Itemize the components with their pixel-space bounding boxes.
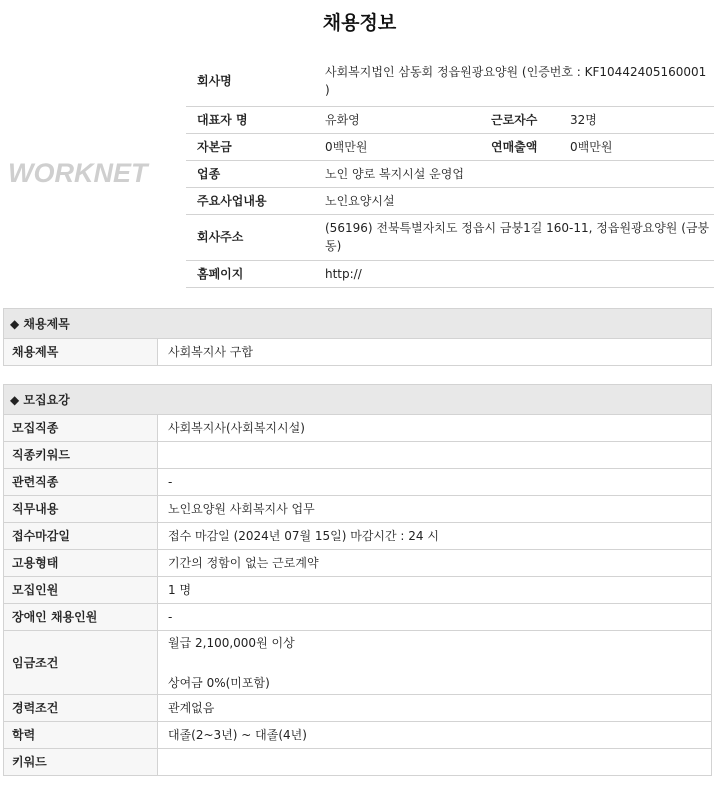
table-row xyxy=(4,577,712,604)
company-row-industry xyxy=(186,160,714,187)
company-row-capital xyxy=(186,133,714,160)
table-row xyxy=(4,550,712,577)
table-row xyxy=(4,496,712,523)
table-row xyxy=(4,339,712,366)
section-header xyxy=(4,309,712,339)
education-value: 대졸(2~3년) ~ 대졸(4년) xyxy=(158,722,712,749)
business-value: 노인요양시설 xyxy=(314,187,714,214)
disabled-hire-label: 장애인 채용인원 xyxy=(4,604,158,631)
job-duty-value: 노인요양원 사회복지사 업무 xyxy=(158,496,712,523)
table-row xyxy=(4,523,712,550)
occupation-keyword-label: 직종키워드 xyxy=(4,442,158,469)
bonus-value: 상여금 0%(미포함) xyxy=(168,675,270,690)
business-label: 주요사업내용 xyxy=(186,187,314,214)
revenue-value: 0백만원 xyxy=(559,133,714,160)
employees-value: 32명 xyxy=(559,106,714,133)
recruit-section xyxy=(3,384,712,776)
table-row xyxy=(4,442,712,469)
headcount-value: 1 명 xyxy=(158,577,712,604)
company-row-name xyxy=(186,56,714,106)
table-row xyxy=(4,631,712,695)
job-title-section-header: ◆ 채용제목 xyxy=(4,309,712,339)
table-row xyxy=(4,749,712,776)
experience-label: 경력조건 xyxy=(4,695,158,722)
job-duty-label: 직무내용 xyxy=(4,496,158,523)
capital-label: 자본금 xyxy=(186,133,314,160)
related-occupation-label: 관련직종 xyxy=(4,469,158,496)
wage-value-cell xyxy=(158,631,712,695)
job-title-value: 사회복지사 구합 xyxy=(158,339,712,366)
industry-label: 업종 xyxy=(186,160,314,187)
company-row-business xyxy=(186,187,714,214)
table-row xyxy=(4,695,712,722)
experience-value: 관계없음 xyxy=(158,695,712,722)
capital-value: 0백만원 xyxy=(314,133,481,160)
occupation-label: 모집직종 xyxy=(4,415,158,442)
education-label: 학력 xyxy=(4,722,158,749)
occupation-keyword-value xyxy=(158,442,712,469)
company-row-homepage xyxy=(186,260,714,287)
company-row-ceo xyxy=(186,106,714,133)
recruit-section-header: ◆ 모집요강 xyxy=(4,385,712,415)
homepage-link[interactable]: http:// xyxy=(314,260,714,287)
headcount-label: 모집인원 xyxy=(4,577,158,604)
keyword-label: 키워드 xyxy=(4,749,158,776)
ceo-label: 대표자 명 xyxy=(186,106,314,133)
ceo-value: 유화영 xyxy=(314,106,481,133)
table-row xyxy=(4,722,712,749)
address-value: (56196) 전북특별자치도 정읍시 금붕1길 160-11, 정읍원광요양원 (금붕동) xyxy=(314,214,714,260)
homepage-label: 홈페이지 xyxy=(186,260,314,287)
deadline-label: 접수마감일 xyxy=(4,523,158,550)
revenue-label: 연매출액 xyxy=(481,133,559,160)
company-info-table xyxy=(186,56,714,288)
industry-value: 노인 양로 복지시설 운영업 xyxy=(314,160,714,187)
keyword-value xyxy=(158,749,712,776)
section-header xyxy=(4,385,712,415)
address-label: 회사주소 xyxy=(186,214,314,260)
wage-value: 월급 2,100,000원 이상 xyxy=(168,635,295,650)
related-occupation-value: - xyxy=(158,469,712,496)
table-row xyxy=(4,469,712,496)
company-name-label: 회사명 xyxy=(186,56,314,106)
company-name-value: 사회복지법인 삼동회 정읍원광요양원 (인증번호 : KF10442405160001 ) xyxy=(314,56,714,106)
table-row xyxy=(4,604,712,631)
table-row xyxy=(4,415,712,442)
company-row-address xyxy=(186,214,714,260)
disabled-hire-value: - xyxy=(158,604,712,631)
deadline-value: 접수 마감일 (2024년 07월 15일) 마감시간 : 24 시 xyxy=(158,523,712,550)
job-title-label: 채용제목 xyxy=(4,339,158,366)
employment-type-label: 고용형태 xyxy=(4,550,158,577)
page-title: 채용정보 xyxy=(322,12,397,34)
employees-label: 근로자수 xyxy=(481,106,559,133)
occupation-value: 사회복지사(사회복지시설) xyxy=(158,415,712,442)
job-title-section xyxy=(3,308,712,366)
wage-label: 임금조건 xyxy=(4,631,158,695)
worknet-logo: WORKNET xyxy=(8,158,148,188)
employment-type-value: 기간의 정함이 없는 근로계약 xyxy=(158,550,712,577)
